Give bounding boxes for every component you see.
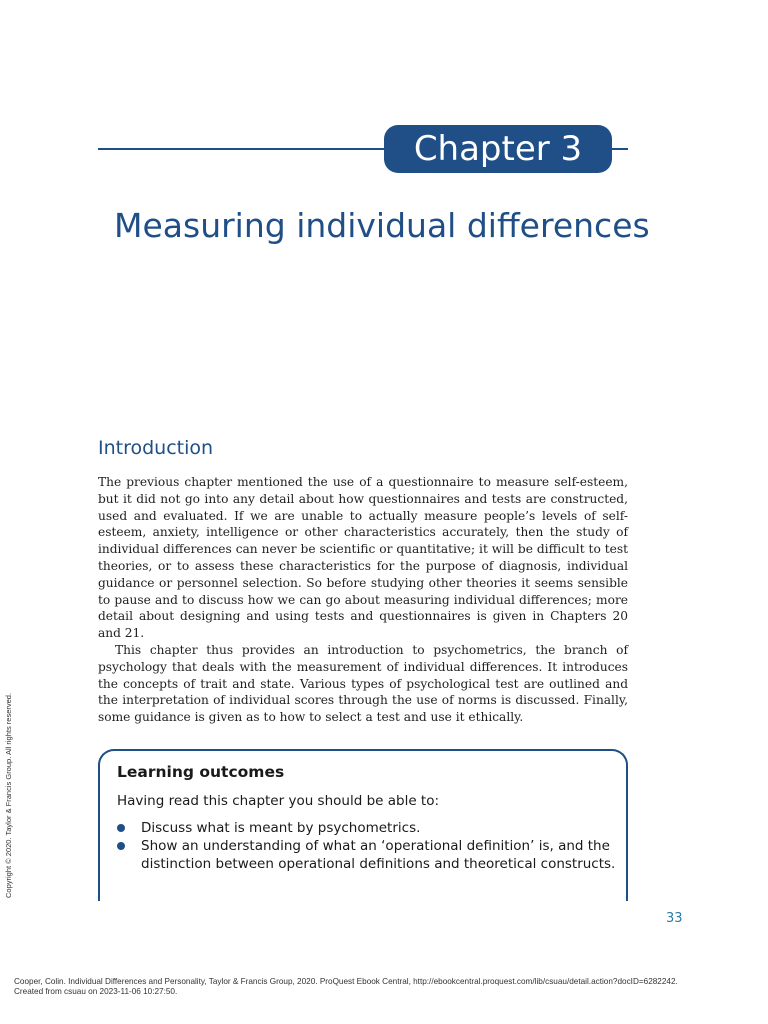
- page-number: 33: [666, 911, 683, 926]
- bullet-icon: [117, 824, 125, 832]
- chapter-rule-left: [98, 148, 388, 150]
- introduction-paragraph-2: This chapter thus provides an introduction to psychometrics, the branch of psychology that deals with the measurement of individual differences. It introduces the concepts of trait and state. Various types of psychological test are outlined and the interpretation of individual scores through the use of norms is discussed. Finally, some guidance is given as to how to select a test and use it ethically.: [98, 642, 628, 725]
- section-heading-introduction: Introduction: [98, 437, 214, 459]
- introduction-body: [98, 474, 628, 726]
- citation-footer: [14, 977, 754, 997]
- citation-line: Cooper, Colin. Individual Differences and Personality, Taylor & Francis Group, 2020. ProQuest Ebook Central, http://ebookcentral.proquest.com/lib/csuau/detail.action?docID=6282242.: [14, 977, 678, 986]
- learning-outcomes-title: Learning outcomes: [117, 763, 285, 781]
- learning-outcome-text: Show an understanding of what an ‘operational definition’ is, and the distinction between operational definitions and theoretical constructs.: [141, 838, 616, 872]
- learning-outcome-item: [117, 837, 617, 873]
- created-line: Created from csuau on 2023-11-06 10:27:50.: [14, 987, 178, 996]
- copyright-notice: Copyright © 2020. Taylor & Francis Group. All rights reserved.: [4, 692, 13, 898]
- chapter-title: Measuring individual differences: [114, 206, 650, 245]
- learning-outcomes-list: [117, 819, 617, 873]
- chapter-label: Chapter 3: [384, 125, 612, 173]
- bullet-icon: [117, 842, 125, 850]
- introduction-paragraph-1: The previous chapter mentioned the use of a questionnaire to measure self-esteem, but it did not go into any detail about how questionnaires and tests are constructed, used and evaluated. If we are unable to actually measure people’s levels of self-esteem, anxiety, intelligence or other characteristics accurately, then the study of individual differences can never be scientific or quantitative; it will be difficult to test theories, or to assess these characteristics for the purpose of diagnosis, individual guidance or personnel selection. So before studying other theories it seems sensible to pause and to discuss how we can go about measuring individual differences; more detail about designing and using tests and questionnaires is given in Chapters 20 and 21.: [98, 475, 628, 641]
- learning-outcomes-intro: Having read this chapter you should be able to:: [117, 793, 440, 809]
- learning-outcome-text: Discuss what is meant by psychometrics.: [141, 820, 421, 836]
- learning-outcome-item: [117, 819, 617, 837]
